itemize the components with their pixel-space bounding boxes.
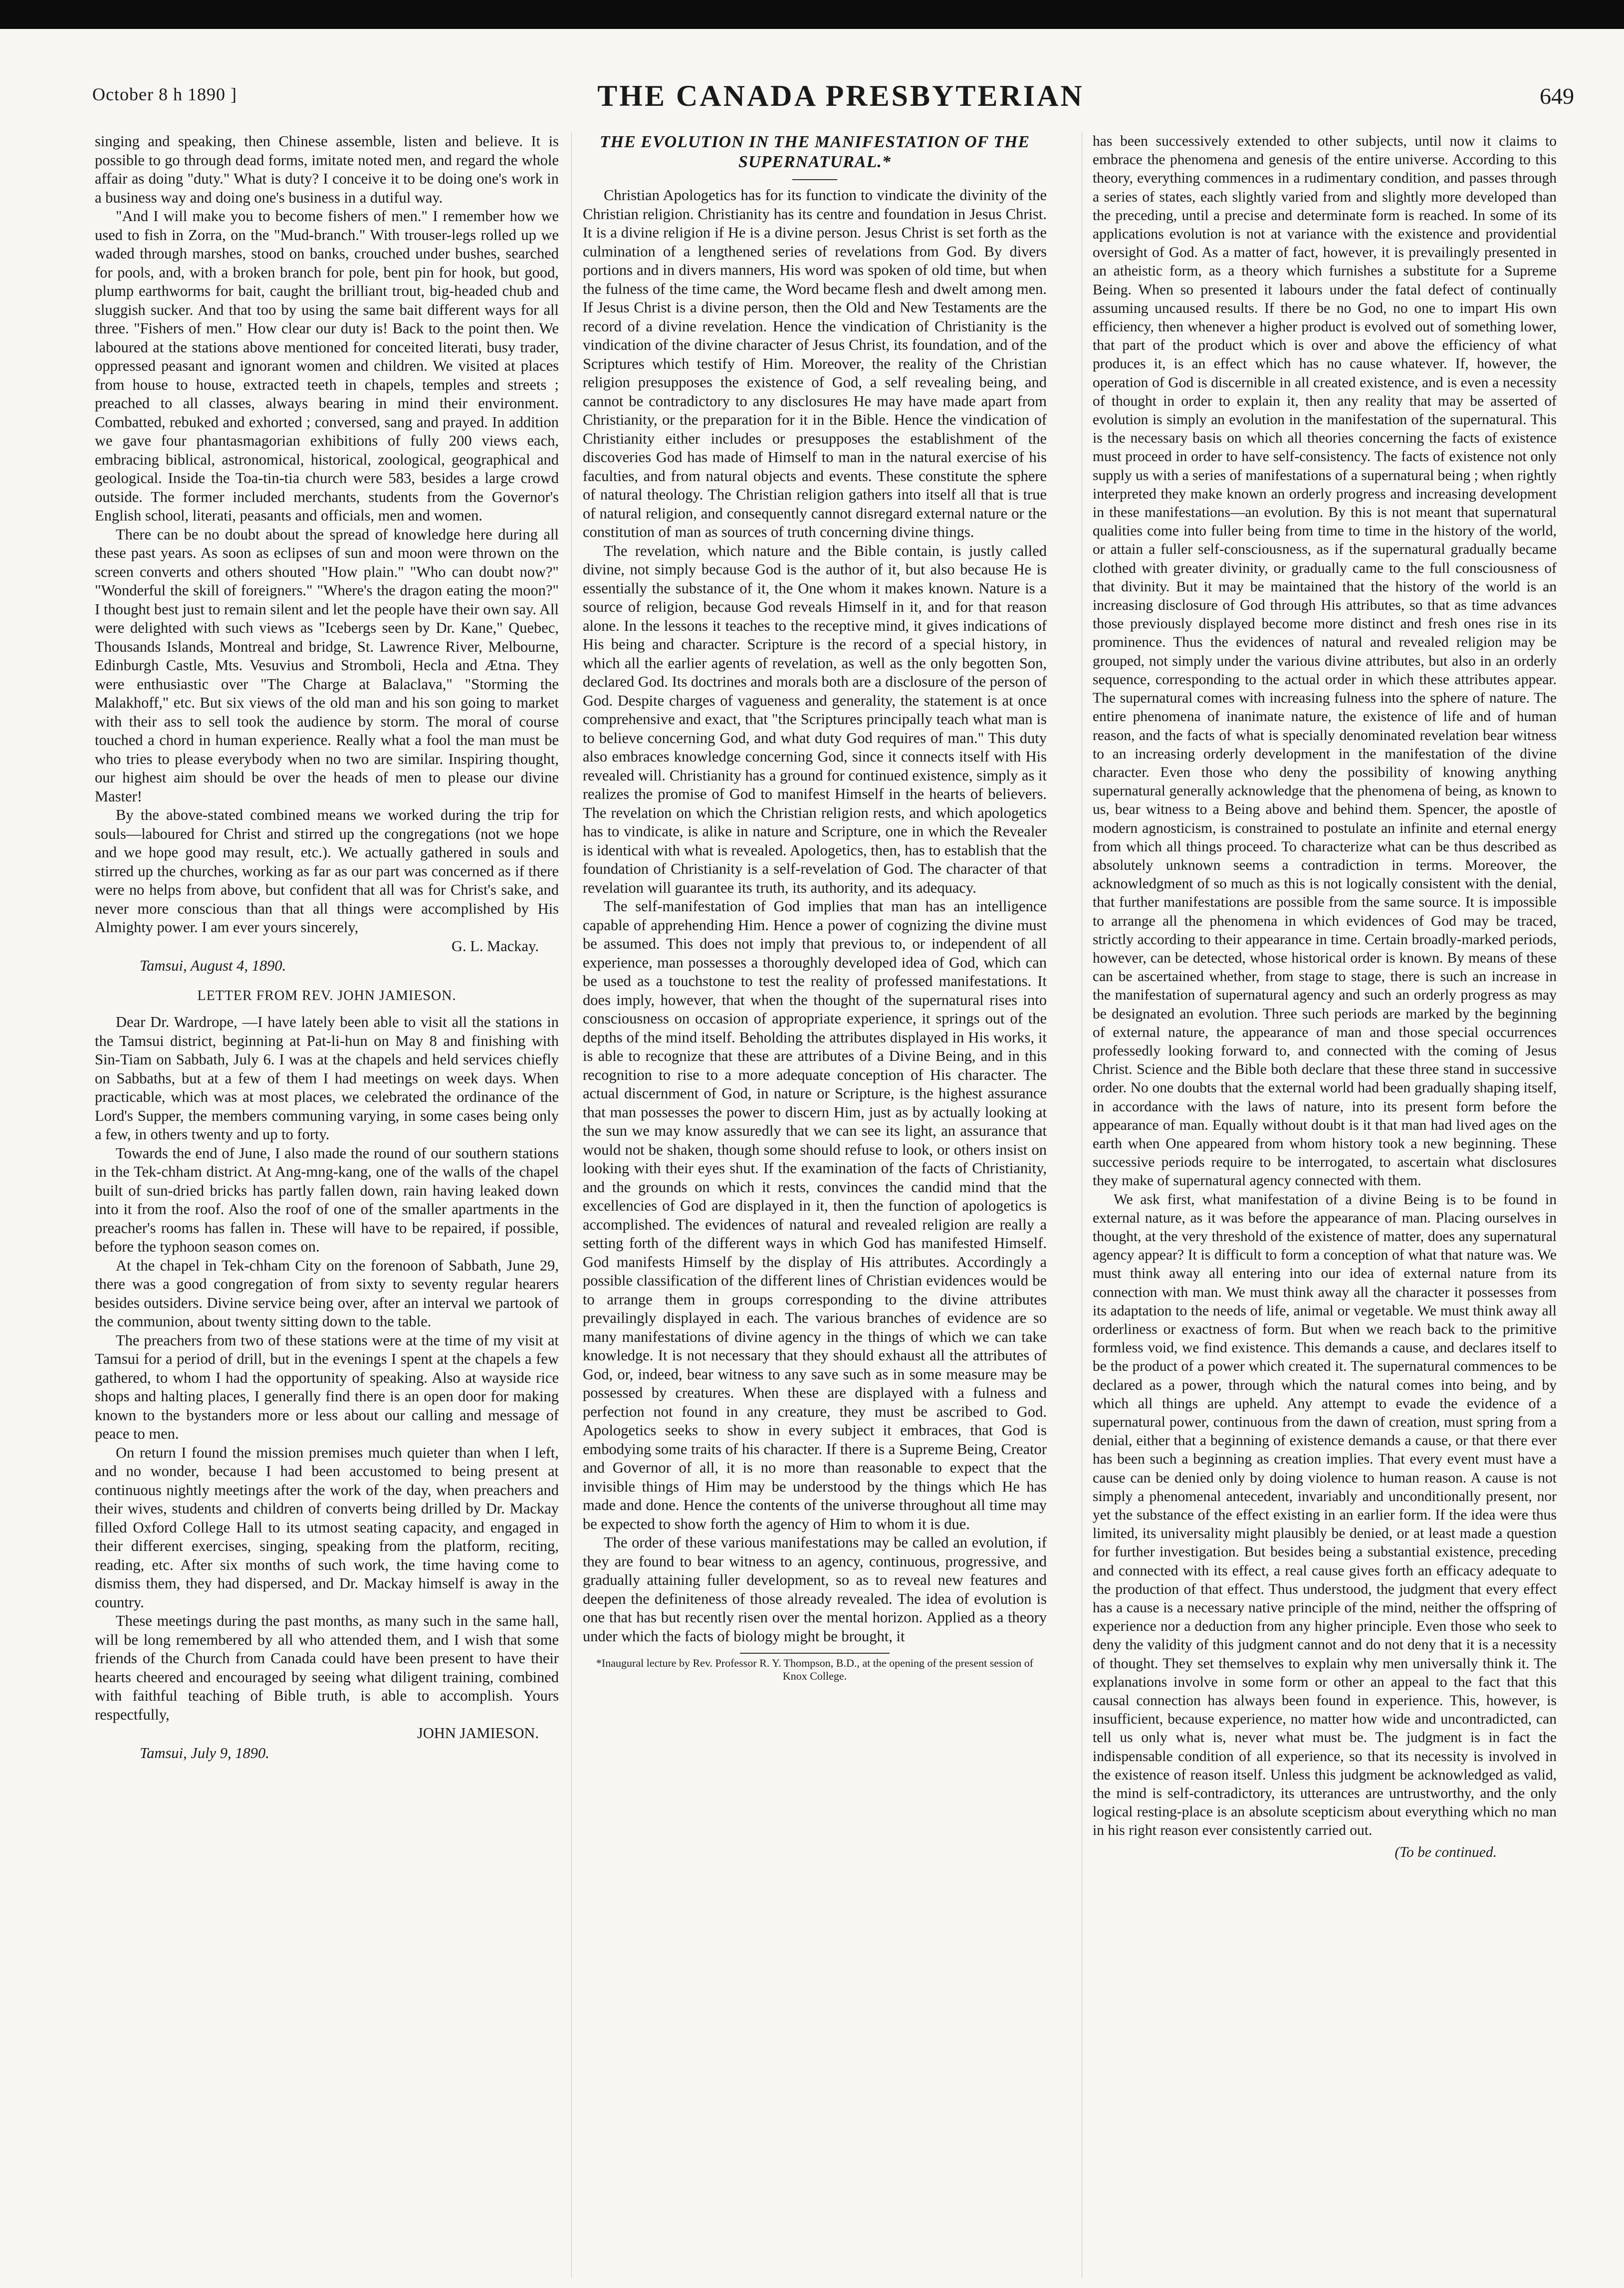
column-3: [1093, 132, 1557, 1862]
footnote: *Inaugural lecture by Rev. Professor R. Y. Thompson, B.D., at the opening of the present session of Knox College.: [596, 1657, 1034, 1682]
letter-heading: LETTER FROM REV. JOHN JAMIESON.: [197, 988, 457, 1004]
paragraph: The revelation, which nature and the Bible contain, is justly called divine, not simply because God is the author of it, but also because He is essentially the substance of it, the One whom it makes known. Nature is a source of religion, because God reveals Himself in it, and for that reason alone. In the lessons it teaches to the receptive mind, it gives indications of His being and character. Scripture is the record of a special history, in which all the earlier agents of revelation, as well as the only begotten Son, declared God. Its doctrines and morals both are a disclosure of the person of God. Despite charges of vagueness and generality, the statement is at once comprehensive and exact, that "the Scriptures principally teach what man is to believe concerning God, and what duty God requires of man." This duty also embraces knowledge concerning God, since it connects itself with His revealed will. Christianity has a ground for continued existence, simply as it realizes the promise of God to manifest Himself in the hearts of believers. The revelation on which the Christian religion rests, and which apologetics has to vindicate, is alike in nature and Scripture, one in which the Revealer is identical with what is revealed. Apologetics, then, has to establish that the foundation of Christianity is a self-revelation of God. The character of that revelation will guarantee its truth, its authority, and its adequacy.: [583, 542, 1047, 896]
paragraph: "And I will make you to become fishers of men." I remember how we used to fish in Zorra, on the "Mud-branch." With trouser-legs rolled up we waded through marshes, stood on banks, crouched under bushes, searched for pools, and, with a broken branch for pole, bent pin for hook, but good, plump earthworms for bait, caught the brilliant trout, big-headed chub and sluggish sucker. And that too by using the same bait different ways for all three. "Fishers of men." How clear our duty is! Back to the point then. We laboured at the stations above mentioned for conceited literati, busy trader, oppressed peasant and ignorant women and children. We visited at places from house to house, extracted teeth in chapels, temples and streets ; preached to all classes, always bearing in mind their environment. Combatted, rebuked and exhorted ; conversed, sang and prayed. In addition we gave four phantasmagorian exhibitions of fully 200 views each, embracing biblical, astronomical, historical, zoological, geographical and geological. Inside the Toa-tin-tia church were 583, besides a large crowd outside. The former included merchants, students from the Governor's English school, literati, peasants and officials, men and women.: [95, 208, 559, 524]
continued-note: (To be continued.: [1394, 1844, 1497, 1860]
paragraph: At the chapel in Tek-chham City on the forenoon of Sabbath, June 29, there was a good congregation of from sixty to seventy regular hearers besides outsiders. Divine service being over, after an interval we partook of the communion, about twenty sitting down to the table.: [95, 1257, 559, 1330]
paragraph: We ask first, what manifestation of a divine Being is to be found in external nature, as it was before the appearance of man. Placing ourselves in thought, at the very threshold of the existence of matter, does any supernatural agency appear? It is difficult to form a conception of what that nature was. We must think away all entering into our idea of external nature from its connection with man. We must think away all the character it possesses from its adaptation to the needs of life, animal or vegetable. We must think away all orderliness or exactness of form. But when we reach back to the primitive formless void, we find existence. This demands a cause, and declares itself to be the product of a power which created it. The supernatural commences to be declared as a power, through which the natural comes into being, and by which all things are upheld. Any attempt to evade the evidence of a supernatural power, continuous from the dawn of creation, must spring from a denial, either that a beginning of existence demands a cause, or that there ever has been such a beginning as creation implies. That every event must have a cause can be denied only by doing violence to human reason. A cause is not simply a phenomenal antecedent, invariably and unconditionally present, nor yet the substance of the effect existing in an earlier form. If the idea were thus limited, its universality might plausibly be denied, or at least made a question for further investigation. But besides being a substantial existence, preceding and connected with its effect, a real cause gives forth an efficacy adequate to the production of that effect. Thus understood, the judgment that every effect has a cause is a necessary native principle of the mind, neither the offspring of experience nor a deduction from any higher principle. Even those who seek to deny the validity of this judgment cannot and do not deny that it is a necessity of thought. They set themselves to explain why men universally think it. The explanations involve in some form or other an appeal to the fact that this causal connection has always been found in experience. This, however, is insufficient, because experience, no matter how wide and uncontradicted, can tell us only what is, never what must be. The judgment is in fact the indispensable condition of all experience, so that its necessity is involved in the existence of reason itself. Unless this judgment be acknowledged as valid, the mind is self-contradictory, its utterances are untrustworthy, and the only logical resting-place is an absolute scepticism about everything which no man in his right reason ever consistently carried out.: [1093, 1191, 1557, 1839]
signature: G. L. Mackay.: [451, 937, 539, 955]
paragraph: There can be no doubt about the spread of knowledge here during all these past years. As soon as eclipses of sun and moon were thrown on the screen converts and others shouted "How plain." "Who can doubt now?" "Wonderful the skill of foreigners." "Where's the dragon eating the moon?" I thought best just to remain silent and let the people have their own say. All were delighted with such views as "Icebergs seen by Dr. Kane," Quebec, Thousands Islands, Montreal and bridge, St. Lawrence River, Melbourne, Edinburgh Castle, Mts. Vesuvius and Stromboli, Hecla and Ætna. They were enthusiastic over "The Charge at Balaclava," "Storming the Malakhoff," etc. But six views of the old man and his son going to market with their ass to sell took the audience by storm. The moral of course touched a chord in human experience. Really what a fool the man must be who tries to please everybody when no two are similar. Inspiring thought, our highest aim should be over the heads of men to please our divine Master!: [95, 525, 559, 805]
scan-left-margin: [0, 90, 20, 2236]
column-2: [583, 132, 1047, 1683]
article-title: THE EVOLUTION IN THE MANIFESTATION OF THE SUPERNATURAL.*: [599, 133, 1030, 171]
paragraph: The order of these various manifestations may be called an evolution, if they are found to bear witness to an agency, continuous, progressive, and gradually attaining fuller development, so as to reveal new features and deepen the definiteness of those already revealed. The idea of evolution is one that has but recently risen over the mental horizon. Applied as a theory under which the facts of biology might be brought, it: [583, 1534, 1047, 1645]
dateline: Tamsui, August 4, 1890.: [140, 957, 286, 974]
title-rule: [792, 179, 837, 180]
paragraph: Towards the end of June, I also made the round of our southern stations in the Tek-chham district. At Ang-mng-kang, one of the walls of the chapel built of sun-dried bricks has partly fallen down, rain having leaked down into it from the roof. Also the roof of one of the smaller apartments in the preacher's rooms has fallen in. These will have to be repaired, if possible, before the typhoon season comes on.: [95, 1144, 559, 1255]
publication-title: THE CANADA PRESBYTERIAN: [597, 79, 1084, 112]
paragraph: has been successively extended to other subjects, until now it claims to embrace the phenomena and genesis of the entire universe. According to this theory, everything commences in a rudimentary condition, and passes through a series of states, each slightly varied from and slightly more developed than the preceding, until a precise and determinate form is reached. In some of its applications evolution is not at variance with the existence and providential oversight of God. As a matter of fact, however, it is prevailingly presented in an atheistic form, as a theory which furnishes a substitute for a Supreme Being. When so presented it labours under the fatal defect of continually assuming uncaused results. If there be no God, no one to impart His own efficiency, then whenever a higher product is evolved out of something lower, that part of the product which is over and above the efficiency of what produces it, is an effect which has no cause whatever. If, however, the operation of God is discernible in all created existence, and is even a necessity of thought in order to explain it, then any reality that may be asserted of evolution is simply an evolution in the manifestation of the supernatural. This is the necessary basis on which all theories concerning the facts of existence must proceed in order to have self-consistency. The facts of existence not only supply us with a series of manifestations of a supernatural being ; when rightly interpreted they make known an orderly progress and increasing development in these manifestations—an evolution. By this is not meant that supernatural qualities come into fuller being from time to time in the history of the world, or attain a fuller self-consciousness, as if the supernatural gradually became clothed with greater divinity, or gradually came to the full consciousness of that divinity. But it may be maintained that the history of the world is an increasing disclosure of God through His attributes, so that as time advances those previously displayed become more distinct and fresh ones rise in its prominence. Thus the evidences of natural and revealed religion may be grouped, not simply under the various divine attributes, but also in an orderly sequence, corresponding to the actual order in which these attributes appear. The supernatural comes with increasing fulness into the sphere of nature. The entire phenomena of inanimate nature, the existence of life and of human reason, and the facts of what is specially denominated revelation bear witness to an increasing orderly development in the manifestation of the divine character. Even those who deny the possibility of knowing anything supernatural generally acknowledge that the phenomena of being, as known to us, bear witness to a Being above and behind them. Spencer, the apostle of modern agnosticism, is constrained to postulate an infinite and eternal energy from which all things proceed. To characterize what can be thus described as absolutely unknown seems a contradiction in terms. Moreover, the acknowledgment of so much as this is not logically consistent with the denial, that further manifestations are possible from the same source. It is impossible to arrange all the phenomena in which evidences of God may be traced, strictly according to their appearance in time. Certain broadly-marked periods, however, can be detected, whose historical order is known. By means of these can be ascertained whether, from stage to stage, there is such an increase in the manifestation of supernatural agency and such an orderly progress as may be designated an evolution. Three such periods are marked by the beginning of external nature, the appearance of man and those special occurrences professedly looking forward to, and connected with the coming of Jesus Christ. Science and the Bible both declare that these three stand in successive order. No one doubts that the external world had been gradually shaping itself, in accordance with the laws of nature, into its present form before the appearance of man. Equally without doubt is it that man had lived ages on the earth when One appeared from whom history took a new beginning. These successive periods require to be interrogated, to ascertain what disclosures they make of supernatural agency connected with them.: [1093, 133, 1557, 1189]
page-header: [92, 79, 1589, 139]
page-number: 649: [1540, 83, 1574, 109]
paragraph: On return I found the mission premises much quieter than when I left, and no wonder, because I had been accustomed to being present at continuous nightly meetings after the work of the day, when preachers and their wives, students and children of converts being drilled by Dr. Mackay filled Oxford College Hall to its utmost seating capacity, and engaged in their different exercises, singing, speaking from the platform, reciting, reading, etc. After six months of such work, the time having come to dismiss them, they had dispersed, and Dr. Mackay himself is away in the country.: [95, 1444, 559, 1611]
letter-signature: JOHN JAMIESON.: [417, 1725, 539, 1742]
issue-date: October 8 h 1890 ]: [92, 84, 237, 104]
paragraph: The preachers from two of these stations were at the time of my visit at Tamsui for a period of drill, but in the evenings I spent at the chapels a few gathered, to whom I had the opportunity of speaking. Also at wayside rice shops and halting places, I generally find there is an open door for making known to the bystanders more or less about our calling and message of peace to men.: [95, 1331, 559, 1442]
paragraph: Christian Apologetics has for its function to vindicate the divinity of the Christian religion. Christianity has its centre and foundation in Jesus Christ. It is a divine religion if He is a divine person. Jesus Christ is set forth as the culmination of a lengthened series of revelations from God. By divers portions and in divers manners, His word was spoken of old time, but when the fulness of the time came, the Word became flesh and dwelt among men. If Jesus Christ is a divine person, then the Old and New Testaments are the record of a divine revelation. Hence the vindication of Christianity is the vindication of the divine character of Jesus Christ, its foundation, and of the Scriptures which testify of Him. Moreover, the reality of the Christian religion presupposes the existence of God, a self revealing being, and cannot be contradictory to any disclosures He may have made apart from Christianity, or the preparation for it in the Bible. Hence the vindication of Christianity either includes or presupposes the establishment of the discoveries God has made of Himself to man in the natural exercise of his faculties, and from natural objects and events. These constitute the sphere of natural theology. The Christian religion gathers into itself all that is true of natural religion, and consequently cannot disregard external nature or the constitution of man as sources of truth concerning divine things.: [583, 187, 1047, 540]
footnote-rule: [740, 1653, 890, 1654]
paragraph: By the above-stated combined means we worked during the trip for souls—laboured for Christ and stirred up the congregations (not we hope and we hope good may result, etc.). We actually gathered in souls and stirred up the churches, working as far as our part was concerned as if there were no helps from above, but confident that all was for Christ's sake, and never more conscious than that all things were accomplished by His Almighty power. I am ever yours sincerely,: [95, 806, 559, 936]
paragraph: singing and speaking, then Chinese assemble, listen and believe. It is possible to go through dead forms, imitate noted men, and regard the whole affair as doing "duty." What is duty? I conceive it to be doing one's work in a business way and doing one's business in a dutiful way.: [95, 133, 559, 206]
paragraph: These meetings during the past months, as many such in the same hall, will be long remembered by all who attended them, and I wish that some friends of the Church from Canada could have been present to have their hearts cheered and encouraged by seeing what diligent training, combined with faithful teaching of Bible truth, is able to accomplish. Yours respectfully,: [95, 1612, 559, 1723]
letter-dateline: Tamsui, July 9, 1890.: [140, 1744, 269, 1762]
column-divider: [571, 132, 572, 2278]
paragraph: Dear Dr. Wardrope, —I have lately been able to visit all the stations in the Tamsui district, beginning at Pat-li-hun on May 8 and finishing with Sin-Tiam on Sabbath, July 6. I was at the chapels and held services chiefly on Sabbaths, but at a few of them I had meetings on week days. When practicable, which was at most places, we celebrated the ordinance of the Lord's Supper, the members communing varying, in some cases being only a few, in others twenty and up to forty.: [95, 1014, 559, 1143]
scan-top-border: [0, 0, 1624, 29]
column-1: [95, 132, 559, 1763]
paragraph: The self-manifestation of God implies that man has an intelligence capable of apprehending Him. Hence a power of cognizing the divine must be assumed. This does not imply that previous to, or independent of all experience, man possesses a thoroughly developed idea of God, which can be used as a touchstone to test the reality of professed manifestations. It does imply, however, that when the thought of the supernatural rises into consciousness on occasion of appropriate experience, it springs out of the depths of the mind itself. Beholding the attributes displayed in His works, it is able to recognize that these are attributes of a Divine Being, and in this recognition to rise to a more adequate conception of His character. The actual discernment of God, in nature or Scripture, is the highest assurance that man possesses the power to discern Him, just as by actually looking at the sun we may know assuredly that we can see its light, an assurance that would not be shaken, though some should refuse to look, or others insist on looking with their eyes shut. If the examination of the facts of Christianity, and the grounds on which it rests, convinces the candid mind that the excellencies of God are displayed in it, then the function of apologetics is accomplished. The evidences of natural and revealed religion are really a setting forth of the different ways in which God has manifested Himself. God manifests Himself by the display of His attributes. Accordingly a possible classification of the different lines of Christian evidences would be to arrange them in groups corresponding to the divine attributes prevailingly displayed in each. The various branches of evidence are so many manifestations of divine agency in the things of which we can take knowledge. It is not necessary that they should exhaust all the attributes of God, or, indeed, bear witness to any save such as in some measure may be possessed by creatures. When these are displayed with a fulness and perfection not found in any creature, they must be ascribed to God. Apologetics seeks to show in every subject it embraces, that God is embodying some traits of his character. If there is a Supreme Being, Creator and Governor of all, it is no more than reasonable to expect that the invisible things of Him may be understood by the things which He has made and done. Hence the contents of the universe throughout all time may be expected to show forth the agency of Him to whom it is due.: [583, 898, 1047, 1532]
